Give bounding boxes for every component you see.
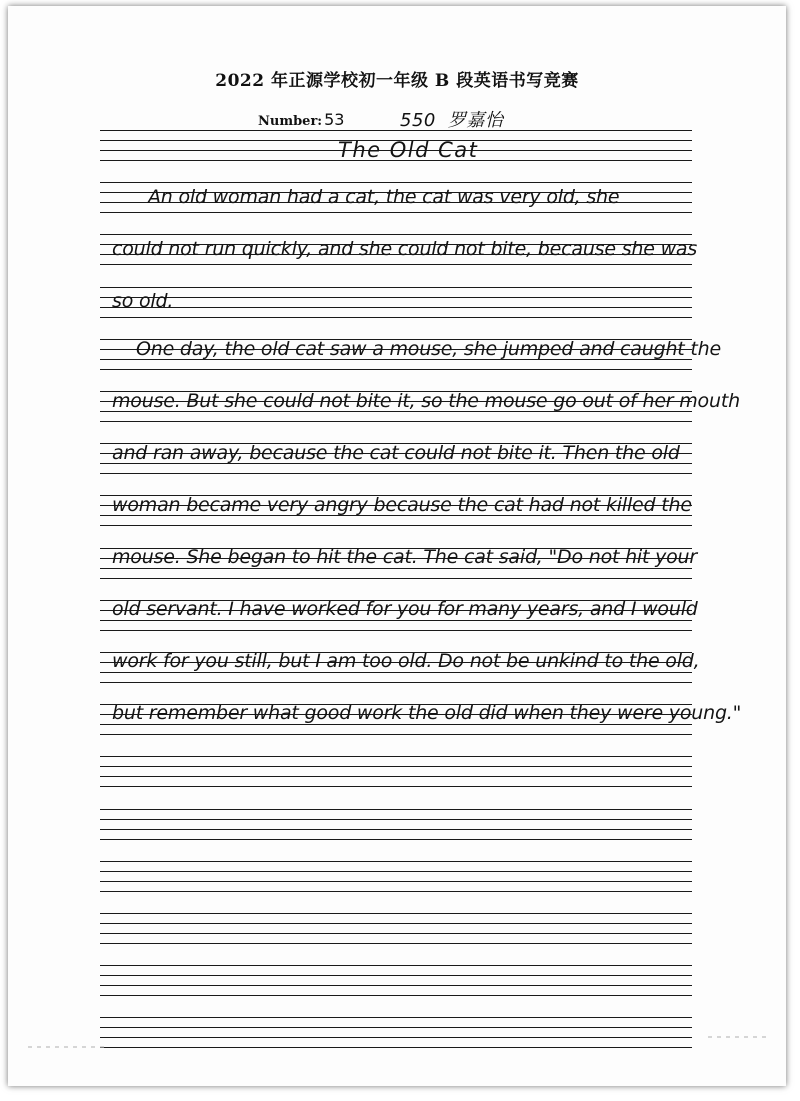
essay-line: work for you still, but I am too old. Do not be unkind to the old, [112, 650, 700, 672]
ruled-line [100, 682, 692, 683]
ruled-line [100, 525, 692, 526]
ruled-line [100, 630, 692, 631]
ruled-line [100, 130, 692, 131]
ruled-line [100, 421, 692, 422]
ruled-line [100, 766, 692, 767]
ruled-line [100, 871, 692, 872]
essay-title: The Old Cat [338, 138, 479, 162]
ruled-line [100, 724, 692, 725]
essay-line: mouse. But she could not bite it, so the mouse go out of her mouth [112, 390, 740, 412]
ruled-line [100, 756, 692, 757]
ruled-line [100, 1027, 692, 1028]
scan-smudge [708, 1036, 768, 1038]
ruled-line [100, 943, 692, 944]
ruled-line [100, 317, 692, 318]
ruled-line [100, 776, 692, 777]
essay-line: so old. [112, 290, 174, 312]
ruled-line [100, 369, 692, 370]
ruled-line [100, 923, 692, 924]
ruled-line [100, 829, 692, 830]
student-name: 罗嘉怡 [447, 110, 504, 131]
ruled-line [100, 965, 692, 966]
ruled-line [100, 819, 692, 820]
ruled-line [100, 891, 692, 892]
number-value: 53 [324, 110, 345, 129]
essay-line: mouse. She began to hit the cat. The cat said, "Do not hit your [112, 546, 698, 568]
ruled-line [100, 933, 692, 934]
ruled-line [100, 264, 692, 265]
ruled-line [100, 1047, 692, 1048]
essay-line: and ran away, because the cat could not bite it. Then the old [112, 442, 680, 464]
ruled-line [100, 975, 692, 976]
essay-line: woman became very angry because the cat had not killed the [112, 494, 692, 516]
ruled-line [100, 287, 692, 288]
ruled-line [100, 182, 692, 183]
essay-line: old servant. I have worked for you for many years, and I would [112, 598, 698, 620]
ruled-line [100, 861, 692, 862]
answer-sheet [8, 6, 786, 1086]
page-title: 2022 年正源学校初一年级 B 段英语书写竞赛 [215, 71, 579, 91]
ruled-line [100, 672, 692, 673]
number-field [258, 110, 344, 129]
ruled-line [100, 578, 692, 579]
student-identity [400, 106, 515, 132]
number-label: Number: [258, 114, 323, 129]
ruled-line [100, 995, 692, 996]
ruled-line [100, 297, 692, 298]
ruled-line [100, 234, 692, 235]
ruled-line [100, 881, 692, 882]
ruled-line [100, 734, 692, 735]
essay-line: could not run quickly, and she could not bite, because she was [112, 238, 698, 260]
essay-line: One day, the old cat saw a mouse, she jumped and caught the [136, 338, 721, 360]
ruled-line [100, 473, 692, 474]
essay-line: but remember what good work the old did when they were young." [112, 702, 742, 724]
ruled-line [100, 212, 692, 213]
student-id: 550 [400, 110, 436, 131]
scan-smudge [28, 1046, 108, 1048]
ruled-line [100, 1037, 692, 1038]
ruled-line [100, 1017, 692, 1018]
ruled-line [100, 307, 692, 308]
ruled-line [100, 786, 692, 787]
ruled-line [100, 839, 692, 840]
ruled-line [100, 985, 692, 986]
ruled-line [100, 809, 692, 810]
essay-line: An old woman had a cat, the cat was very old, she [148, 186, 620, 208]
ruled-line [100, 913, 692, 914]
